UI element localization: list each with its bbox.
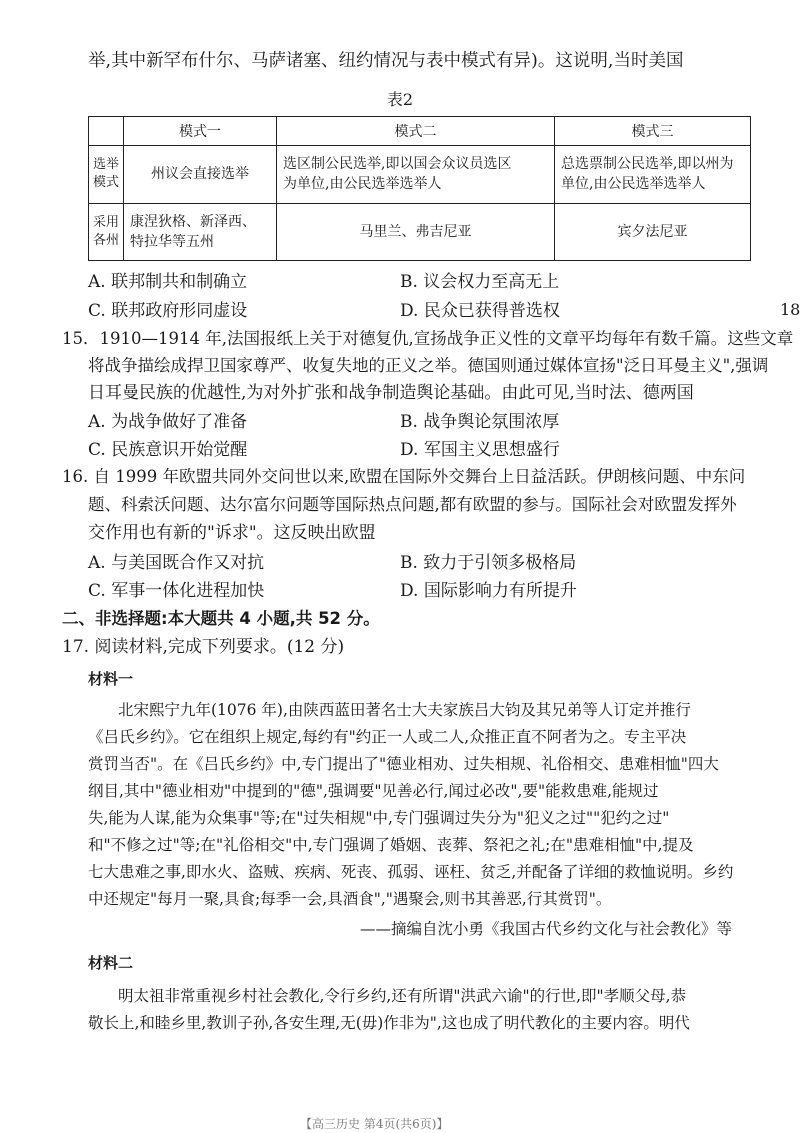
table-cell: 选区制公民选举,即以国会众议员选区 为单位,由公民选举选举人 [277,146,555,204]
table-cell: 宾夕法尼亚 [555,203,751,261]
q16-option-a[interactable]: A. 与美国既合作又对抗 [88,553,265,573]
q14-option-d[interactable]: D. 民众已获得普选权 [400,301,560,321]
material1-line: 失,能为人谋,能为众集事"等;在"过失相规"中,专门强调过失分为"犯义之过""犯约之过" [88,809,670,827]
section2-heading: 二、非选择题:本大题共 4 小题,共 52 分。 [62,609,380,628]
q15-option-c[interactable]: C. 民族意识开始觉醒 [88,440,248,460]
material1-line: 七大患难之事,即水火、盗贼、疾病、死丧、孤弱、诬枉、贫乏,并配备了详细的救恤说明。乡约 [88,863,734,881]
material1-source: ——摘编自沈小勇《我国古代乡约文化与社会教化》等 [360,920,733,938]
material1-line: 中还规定"每月一聚,具食;每季一会,具酒食","遇聚会,则书其善恶,行其赏罚"。 [88,890,612,908]
table-header-row [89,117,751,146]
q16-option-c[interactable]: C. 军事一体化进程加快 [88,581,265,601]
q16-line1: 16. 自 1999 年欧盟共同外交问世以来,欧盟在国际外交舞台上日益活跃。伊朗核问题、中东问 [62,467,746,486]
page-footer: 【高三历史 第4页(共6页)】 [300,1117,449,1131]
table-header-mode3: 模式三 [555,117,751,146]
side-number: 18 [780,300,800,319]
material1-line: 北宋熙宁九年(1076 年),由陕西蓝田著名士大夫家族吕大钧及其兄弟等人订定并推行 [118,701,691,719]
q17-heading: 17. 阅读材料,完成下列要求。(12 分) [62,637,345,657]
table-cell: 康涅狄格、新泽西、 特拉华等五州 [124,203,277,261]
table-row-states [89,203,751,261]
material2-title: 材料二 [88,954,134,972]
table-cell: 总选票制公民选举,即以州为 单位,由公民选举选举人 [555,146,751,204]
q15-line3: 日耳曼民族的优越性,为对外扩张和战争制造舆论基础。由此可见,当时法、德两国 [88,383,694,403]
q16-line2: 题、科索沃问题、达尔富尔问题等国际热点问题,都有欧盟的参与。国际社会对欧盟发挥外 [88,495,737,514]
q14-option-a[interactable]: A. 联邦制共和制确立 [88,272,248,292]
material1-line: 和"不修之过"等;在"礼俗相交"中,专门强调了婚姻、丧葬、祭祀之礼;在"患难相恤"中,提及 [88,836,694,854]
top-line: 举,其中新罕布什尔、马萨诸塞、纽约情况与表中模式有异)。这说明,当时美国 [88,51,684,71]
material1-line: 纲目,其中"德业相劝"中提到的"德",强调要"见善必行,闻过必改",要"能救患难,能规过 [88,782,659,800]
q14-option-b[interactable]: B. 议会权力至高无上 [400,272,560,292]
election-mode-table [88,116,751,261]
table-cell: 马里兰、弗吉尼亚 [277,203,555,261]
q16-line3: 交作用也有新的"诉求"。这反映出欧盟 [88,523,376,543]
material1-line: 《吕氏乡约》。它在组织上规定,每约有"约正一人或二人,众推正直不阿者为之。专主平决 [88,728,687,746]
material1-line: 赏罚当否"。在《吕氏乡约》中,专门提出了"德业相劝、过失相规、礼俗相交、患难相恤"四大 [88,755,719,773]
table-row-label-election: 选举 模式 [89,146,124,204]
q15-option-b[interactable]: B. 战争舆论氛围浓厚 [400,412,560,432]
q14-option-c[interactable]: C. 联邦政府形同虚设 [88,301,248,321]
q16-option-b[interactable]: B. 致力于引领多极格局 [400,553,577,573]
material1-title: 材料一 [88,670,134,688]
table-header-mode2: 模式二 [277,117,555,146]
q15-option-a[interactable]: A. 为战争做好了准备 [88,412,248,432]
material2-line: 敬长上,和睦乡里,教训子孙,各安生理,无(毋)作非为",这也成了明代教化的主要内容。明代 [88,1014,690,1032]
table-corner-cell [89,117,124,146]
q15-option-d[interactable]: D. 军国主义思想盛行 [400,440,560,460]
table-cell: 州议会直接选举 [124,146,277,204]
q15-line1: 15．1910—1914 年,法国报纸上关于对德复仇,宣扬战争正义性的文章平均每年有数千篇。这些文章 [62,329,794,348]
table-row-label-states: 采用 各州 [89,203,124,261]
table-header-mode1: 模式一 [124,117,277,146]
table-caption: 表2 [386,90,414,109]
q15-line2: 将战争描绘成捍卫国家尊严、收复失地的正义之举。德国则通过媒体宣扬"泛日耳曼主义",强调 [88,356,769,375]
material2-line: 明太祖非常重视乡村社会教化,令行乡约,还有所谓"洪武六谕"的行世,即"孝顺父母,恭 [118,987,687,1005]
q16-option-d[interactable]: D. 国际影响力有所提升 [400,581,577,601]
table-row-election [89,146,751,204]
